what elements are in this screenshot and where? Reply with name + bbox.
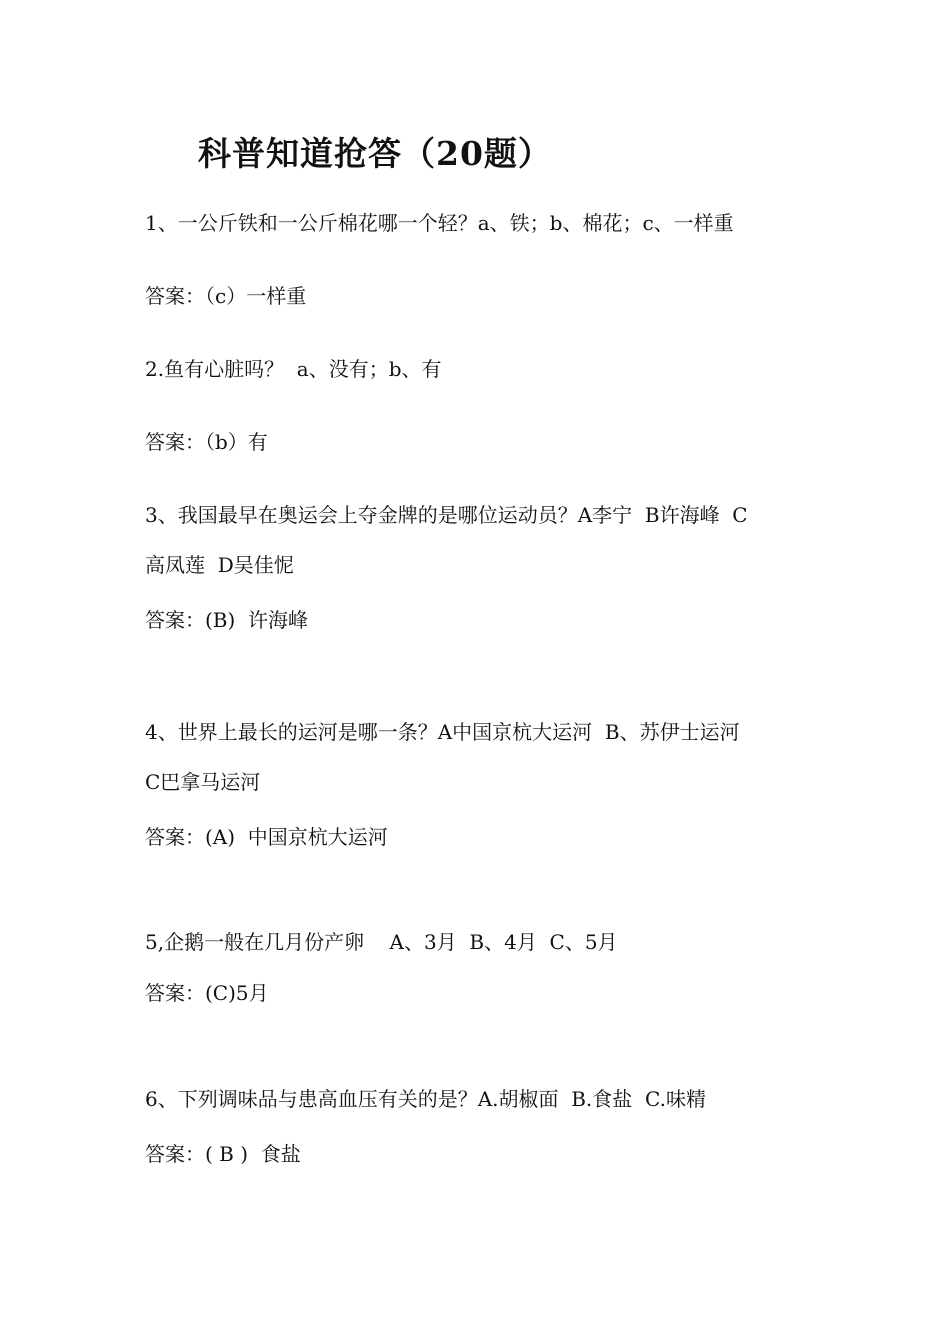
- question-5: 5,企鹅一般在几月份产卵 A、3月 B、4月 C、5月: [145, 930, 618, 954]
- question-4-line-1: 4、世界上最长的运河是哪一条？A中国京杭大运河 B、苏伊士运河: [145, 720, 740, 744]
- question-3-line-1: 3、我国最早在奥运会上夺金牌的是哪位运动员？A李宁 B许海峰 C: [145, 503, 748, 527]
- question-2: 2.鱼有心脏吗？ a、没有；b、有: [145, 357, 442, 381]
- question-4-line-2: C巴拿马运河: [145, 770, 261, 794]
- answer-2: 答案：（b）有: [145, 430, 268, 454]
- question-1: 1、一公斤铁和一公斤棉花哪一个轻？a、铁；b、棉花；c、一样重: [145, 211, 734, 235]
- answer-6: 答案：( B ) 食盐: [145, 1142, 301, 1166]
- answer-5: 答案：(C)5月: [145, 981, 269, 1005]
- document-title: 科普知道抢答（20题）: [198, 134, 552, 173]
- answer-4: 答案：(A) 中国京杭大运河: [145, 825, 388, 849]
- question-6: 6、下列调味品与患高血压有关的是？A.胡椒面 B.食盐 C.味精: [145, 1087, 706, 1111]
- question-3-line-2: 高凤莲 D吴佳怩: [145, 553, 294, 577]
- answer-3: 答案：(B) 许海峰: [145, 608, 309, 632]
- answer-1: 答案：（c）一样重: [145, 284, 307, 308]
